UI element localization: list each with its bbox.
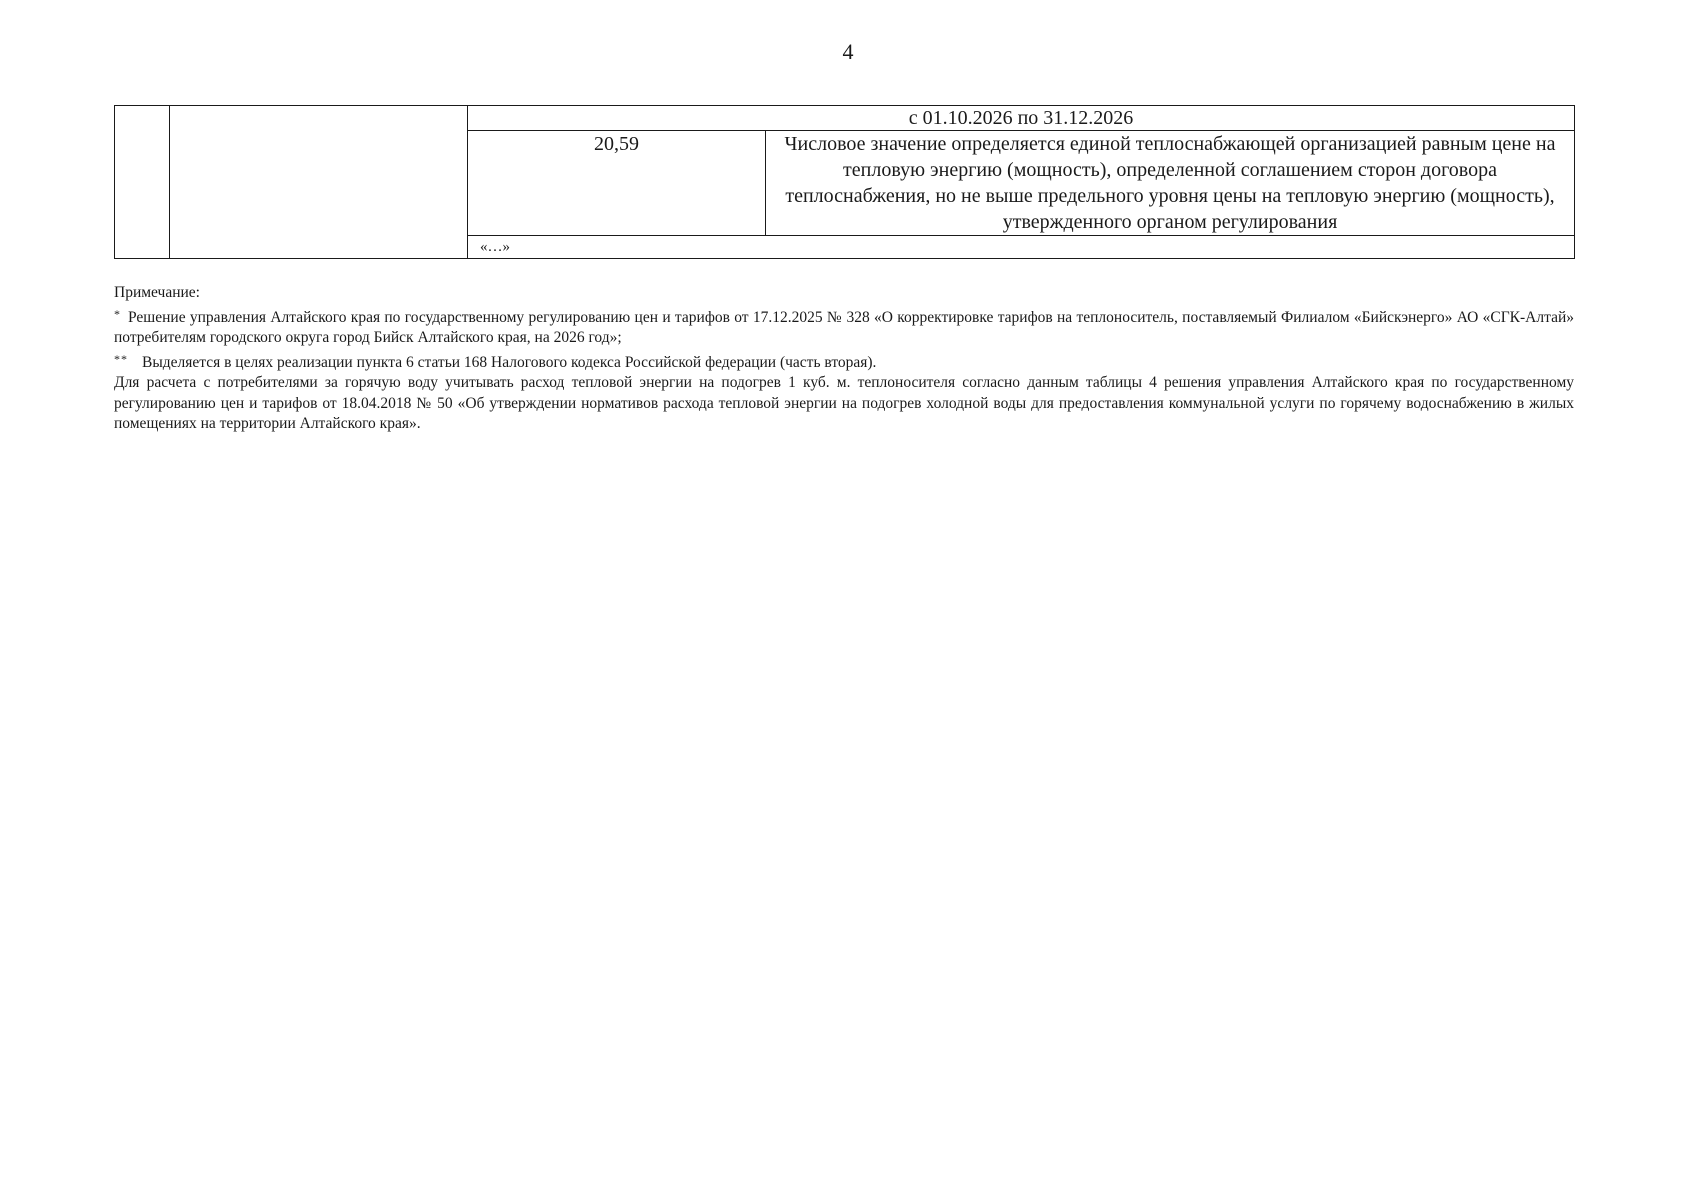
footnote-2 <box>114 349 1574 374</box>
table-row-period <box>115 106 1575 131</box>
closing-quote-cell: «…» <box>468 236 1575 259</box>
footnote-1 <box>114 304 1574 349</box>
period-header-cell: с 01.10.2026 по 31.12.2026 <box>468 106 1575 131</box>
tariff-table <box>114 105 1575 259</box>
tariff-value-cell: 20,59 <box>468 131 766 236</box>
footnote-2-text: Выделяется в целях реализации пункта 6 статьи 168 Налогового кодекса Российской федерации (часть вторая). <box>142 353 877 371</box>
footnote-1-mark: * <box>114 306 120 321</box>
notes-section <box>114 283 1574 435</box>
page-number: 4 <box>842 39 854 64</box>
footnote-2-mark: ** <box>114 351 128 366</box>
notes-heading: Примечание: <box>114 284 200 301</box>
footnote-1-text: Решение управления Алтайского края по государственному регулированию цен и тарифов от 17.12.2025 № 328 «О корректировке тарифов на теплоноситель, поставляемый Филиалом «Бийскэнерго» АО «СГК-Алтай» потребителям городского округа город Бийск Алтайского края, на 2026 год»; <box>114 308 1574 346</box>
tariff-description-cell: Числовое значение определяется единой теплоснабжающей организацией равным цене на тепловую энергию (мощность), определенной соглашением сторон договора теплоснабжения, но не выше предельного уровня цены на тепловую энергию (мощность), утвержденного органом регулирования <box>766 131 1575 236</box>
empty-cell-name <box>170 106 468 259</box>
empty-cell-number <box>115 106 170 259</box>
notes-paragraph: Для расчета с потребителями за горячую воду учитывать расход тепловой энергии на подогрев 1 куб. м. теплоносителя согласно данным таблицы 4 решения управления Алтайского края по государственному регулированию цен и тарифов от 18.04.2018 № 50 «Об утверждении нормативов расхода тепловой энергии на подогрев холодной воды для предоставления коммунальной услуги по горячему водоснабжению в жилых помещениях на территории Алтайского края». <box>114 374 1574 432</box>
